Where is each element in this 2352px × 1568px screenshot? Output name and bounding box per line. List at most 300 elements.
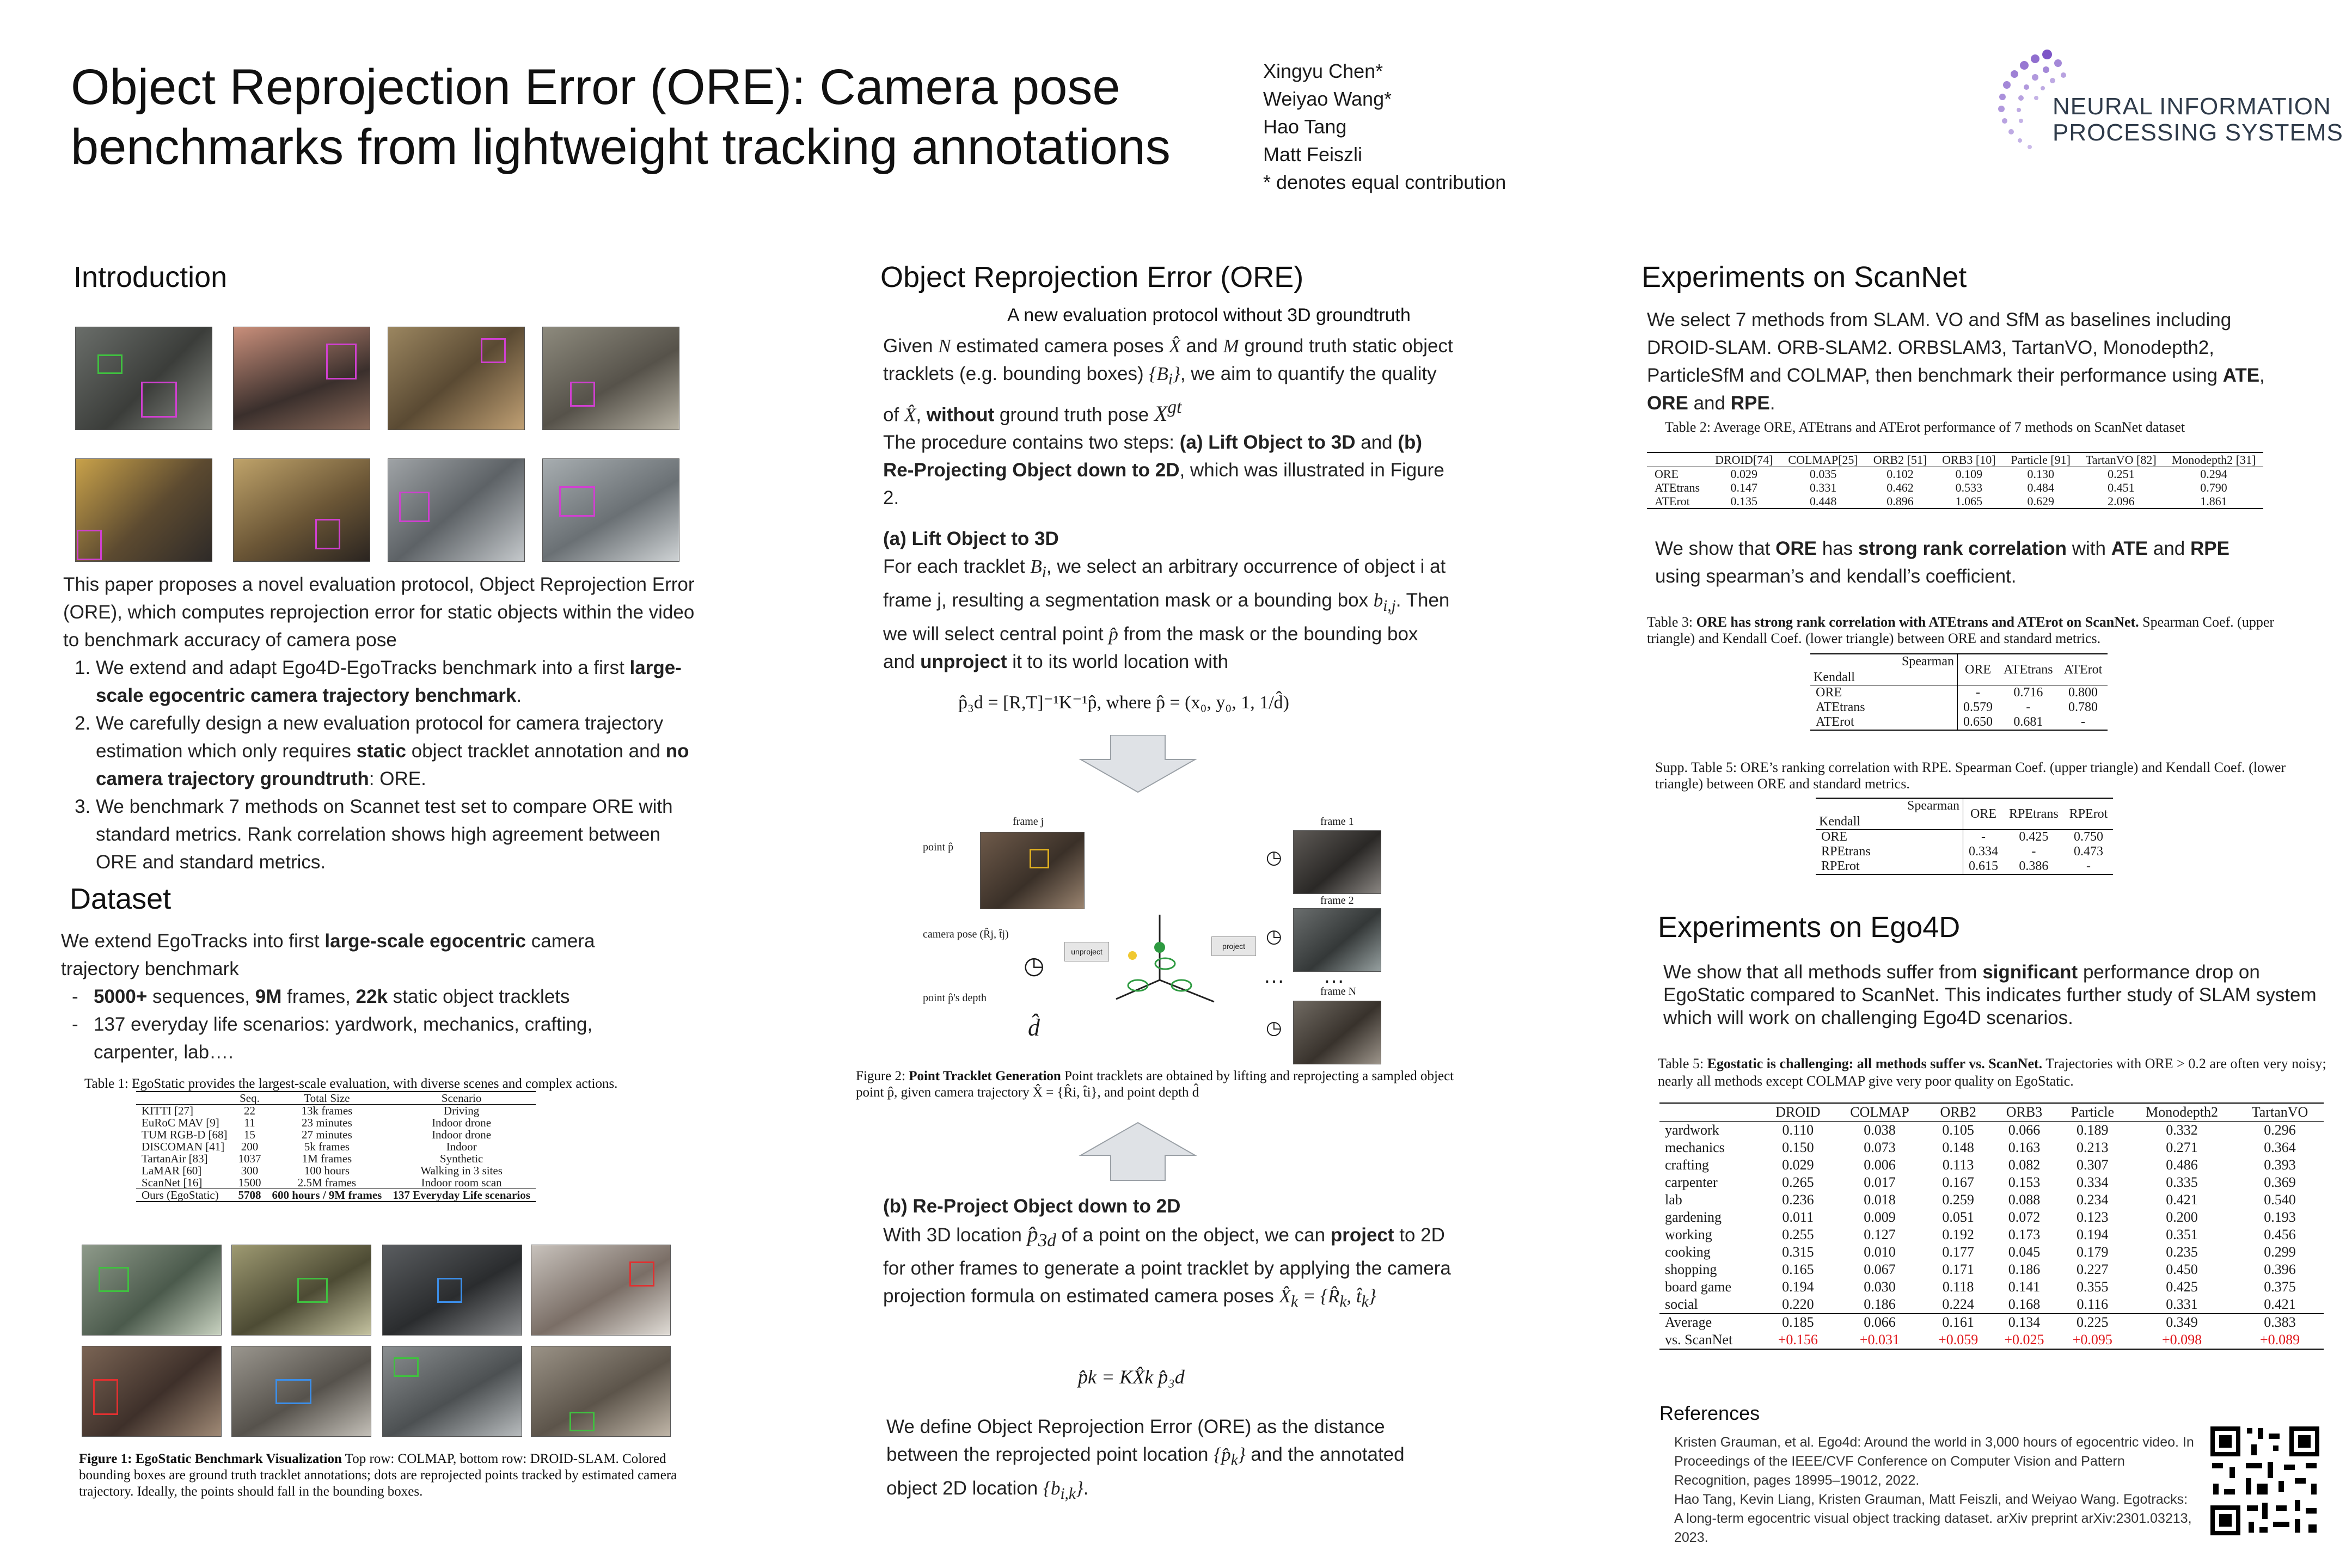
figure1-photo <box>382 1245 522 1336</box>
table-row <box>1659 1244 2324 1261</box>
figure1-photo <box>82 1346 222 1437</box>
table-header: ORB3 [10] <box>1942 453 1996 467</box>
table-cell: 13k frames <box>301 1104 353 1117</box>
table5-body <box>1659 1122 2324 1314</box>
kendall-label: Kendall <box>1819 814 1860 829</box>
table-cell: 0.123 <box>2077 1209 2109 1225</box>
text: ground truth static object tracklets (e.g. bounding boxes) <box>883 335 1453 384</box>
text: For each tracklet <box>883 556 1031 578</box>
table-cell: 0.102 <box>1886 467 1914 481</box>
table-cell: 0.486 <box>2166 1157 2198 1173</box>
qr-code-icon <box>2208 1424 2322 1538</box>
text-bold: 22k <box>356 986 388 1007</box>
equal-contribution-note: * denotes equal contribution <box>1263 171 1506 193</box>
table5 <box>1659 1102 2324 1350</box>
table-cell: 0.213 <box>2077 1140 2109 1155</box>
table-cell: 0.018 <box>1864 1192 1896 1208</box>
intro-photo <box>75 458 212 562</box>
caption-bold: Figure 1: EgoStatic Benchmark Visualization <box>79 1451 342 1466</box>
intro-photo <box>75 327 212 430</box>
table-cell: 15 <box>244 1128 255 1141</box>
diagonal-header <box>1816 798 1963 830</box>
text: to 2D for other frames to generate a point tracklet by applying the camera projection formula on estimated camera poses <box>883 1224 1451 1307</box>
item-text: We carefully design a new evaluation protocol for camera trajectory estimation which only requires <box>96 713 664 762</box>
table-cell: 2.096 <box>2108 494 2135 508</box>
table-cell: +0.095 <box>2072 1332 2112 1347</box>
text-bold: unproject <box>920 651 1007 673</box>
caption-text: Spearman Coef. (upper triangle) and Kendall Coef. (lower triangle) between ORE and standard metrics. <box>1647 614 2275 646</box>
table-cell: 0.355 <box>2077 1279 2109 1295</box>
text: and <box>1180 335 1223 357</box>
table-cell: TUM RGB-D [68] <box>142 1128 228 1141</box>
list-item <box>96 793 706 876</box>
table-cell: 0.045 <box>2008 1244 2041 1260</box>
frame-1-photo <box>1293 830 1381 894</box>
caption-text: Top row: COLMAP, bottom row: DROID-SLAM. Colored bounding boxes are ground truth tracklet annotations; dots are reprojected points tracked by estimated camera trajectory. Ideally, the points should fall in the bounding boxes. <box>79 1451 677 1499</box>
table-cell: shopping <box>1665 1261 1717 1277</box>
table-header-row <box>1810 654 2108 685</box>
coordinate-axes-icon <box>1111 904 1220 1013</box>
table-cell: 0.224 <box>1942 1296 1974 1312</box>
table-cell: 0.265 <box>1782 1174 1814 1190</box>
table-header: ATErot <box>2063 662 2103 677</box>
table-cell: 0.383 <box>2264 1314 2296 1330</box>
supp-table5-caption: Supp. Table 5: ORE’s ranking correlation with RPE. Spearman Coef. (upper triangle) and Kendall Coef. (lower triangle) between ORE and standard metrics. <box>1655 759 2286 792</box>
intro-photo <box>388 327 525 430</box>
table-cell: 0.579 <box>1963 700 1993 714</box>
table-header: ORB3 <box>2006 1104 2043 1120</box>
table-cell: 0.110 <box>1782 1122 1814 1138</box>
ore-intro-text <box>883 332 1455 676</box>
table-cell: 1500 <box>238 1176 261 1189</box>
table-row <box>1659 1261 2324 1278</box>
table-header: Scenario <box>441 1092 482 1105</box>
ego4d-paragraph <box>1663 961 2317 1030</box>
caption-text: Point tracklets are obtained by lifting and reprojecting a sampled object point p̂, given camera trajectory X̂ = {R̂i, t̂i}, and point depth d̂ <box>856 1069 1454 1100</box>
table-cell: 0.067 <box>1864 1261 1896 1277</box>
table-cell: 0.168 <box>2008 1296 2041 1312</box>
list-item <box>96 654 706 709</box>
table-cell: cooking <box>1665 1244 1711 1260</box>
table-cell: ATEtrans <box>1810 700 1958 715</box>
title-line-1: Object Reprojection Error (ORE): Camera pose <box>71 59 1120 115</box>
lift-section: (a) Lift Object to 3D For each tracklet $B_i$, we select an arbitrary occurrence of object i at frame j, resulting a segmentation mask or a bounding box $b_{i,j}$. Then we will select central point p̂ from the mask or the bounding box and unproject it to its world location with <box>883 528 1450 673</box>
list-item: - 137 everyday life scenarios: yardwork, mechanics, crafting, carpenter, lab…. <box>94 1010 676 1066</box>
table-cell: 0.189 <box>2077 1122 2109 1138</box>
table-cell: ORE <box>1655 467 1679 481</box>
text-bold: RPE <box>2190 538 2230 559</box>
author: Matt Feiszli <box>1263 143 1363 166</box>
table-cell: 0.141 <box>2008 1279 2041 1295</box>
references-heading: References <box>1659 1402 1760 1424</box>
table-cell: 0.750 <box>2074 830 2104 844</box>
table3 <box>1810 653 2108 731</box>
table-header: ORB2 <box>1940 1104 1976 1120</box>
table-cell: 0.299 <box>2264 1244 2296 1260</box>
table-cell: 5k frames <box>304 1140 350 1153</box>
text-bold: 5000+ <box>94 986 148 1007</box>
equation-project: p̂k = KX̂k p̂₃d <box>1078 1366 1185 1388</box>
table-cell: 0.185 <box>1782 1314 1814 1330</box>
text-bold: 9M <box>255 986 282 1007</box>
table-cell: 0.421 <box>2166 1192 2198 1208</box>
table-cell: 0.335 <box>2166 1174 2198 1190</box>
table-cell: 0.315 <box>1782 1244 1814 1260</box>
table-cell: +0.031 <box>1859 1332 1900 1347</box>
table-cell: 0.896 <box>1886 494 1914 508</box>
text: We extend EgoTracks into first <box>61 930 325 952</box>
text-bold: project <box>1330 1224 1394 1246</box>
table-row <box>1810 715 2108 730</box>
table-header: Particle [91] <box>2011 453 2071 467</box>
table-row <box>1647 481 2263 494</box>
item-text: : ORE. <box>369 768 426 789</box>
caption-text: Table 5: <box>1658 1056 1707 1071</box>
table-row <box>1810 685 2108 701</box>
table-header <box>1659 1103 1762 1122</box>
table-cell: - <box>1976 685 1980 700</box>
caption-text: Figure 2: <box>856 1069 909 1083</box>
table-cell: 11 <box>244 1116 255 1129</box>
table-cell: 0.186 <box>2008 1261 2041 1277</box>
table-cell: Walking in 3 sites <box>420 1164 503 1177</box>
table-cell: 0.088 <box>2008 1192 2041 1208</box>
table-header: DROID <box>1775 1104 1821 1120</box>
table-cell: Driving <box>443 1104 480 1117</box>
table-header: ORE <box>1965 662 1991 677</box>
table-cell: +0.025 <box>2004 1332 2044 1347</box>
reproject-section: (b) Re-Project Object down to 2D With 3D location $p̂_{3d}$ of a point on the object, we can project to 2D for other frames to generate a point tracklet by applying the camera projection formula on estimated camera poses $X̂_k$ = {$R̂_k$, $t̂_k$} <box>883 1196 1451 1310</box>
figure1-photo <box>231 1346 371 1437</box>
frame-2-label: frame 2 <box>1320 895 1354 906</box>
table-header <box>136 1092 233 1105</box>
table-cell: Ours (EgoStatic) <box>142 1189 219 1202</box>
table-cell: 0.109 <box>1955 467 1983 481</box>
text: sequences, <box>147 986 255 1007</box>
table-row <box>136 1189 536 1202</box>
table3-caption <box>1647 614 2322 647</box>
table-cell: Average <box>1665 1314 1712 1330</box>
table-cell: 0.716 <box>2013 685 2043 700</box>
table-cell: 0.073 <box>1864 1140 1896 1155</box>
table-cell: 0.448 <box>1809 494 1837 508</box>
text: We show that <box>1655 538 1776 559</box>
text: and the annotated object 2D location <box>886 1444 1405 1499</box>
table-cell: Indoor drone <box>432 1116 492 1129</box>
ore-paragraph: Given N estimated camera poses X̂ and M ground truth static object tracklets (e.g. bounding boxes) $\{B_i\}$, we aim to quantify the quality of X̂, without ground truth pose $X^{gt}$ <box>883 335 1453 426</box>
ore-procedure <box>883 428 1455 512</box>
table-cell: 0.173 <box>2008 1227 2041 1242</box>
dataset-paragraph <box>61 927 676 983</box>
table-header: ORE <box>1970 806 1996 821</box>
diagonal-header <box>1810 654 1958 685</box>
ellipsis-left: … <box>1263 964 1285 988</box>
table-cell: gardening <box>1665 1209 1722 1225</box>
table-cell: 0.259 <box>1942 1192 1974 1208</box>
text: , <box>2259 365 2265 386</box>
figure1-photo <box>82 1245 222 1336</box>
table-header: Particle <box>2071 1104 2115 1120</box>
reference-item: Hao Tang, Kevin Liang, Kristen Grauman, Matt Feiszli, and Weiyao Wang. Egotracks: A long-term egocentric visual object tracking dataset. arXiv preprint arXiv:2301.03213, 2023. <box>1674 1492 2192 1545</box>
table-header: TartanVO <box>2251 1104 2308 1120</box>
table-cell: 27 minutes <box>302 1128 352 1141</box>
text: We show that all methods suffer from <box>1663 961 1983 983</box>
table-cell: 0.334 <box>1969 844 1998 859</box>
table-cell: 0.364 <box>2264 1140 2296 1155</box>
supp-table5 <box>1816 798 2113 875</box>
text: With 3D location <box>883 1224 1027 1246</box>
logo-line-2: PROCESSING SYSTEMS <box>2053 119 2343 146</box>
down-arrow-icon <box>1078 735 1198 795</box>
caption-text: Trajectories with ORE > 0.2 are often very noisy; nearly all methods except COLMAP give very poor quality on EgoStatic. <box>1658 1056 2326 1089</box>
table-cell: 0.425 <box>2166 1279 2198 1295</box>
item-bold: large-scale egocentric camera trajectory benchmark <box>96 657 682 706</box>
table-cell: 0.331 <box>2166 1296 2198 1312</box>
project-label: project <box>1222 942 1246 951</box>
list-item <box>94 983 676 1010</box>
table-cell: 0.010 <box>1864 1244 1896 1260</box>
table-cell: 0.066 <box>2008 1122 2041 1138</box>
table-header: TartanVO [82] <box>2085 453 2157 467</box>
camera-icon: ◷ <box>1266 1018 1282 1038</box>
equation-unproject: p̂₃d = [R,T]⁻¹K⁻¹p̂, where p̂ = (x₀, y₀, 1, 1/d̂) <box>958 693 1289 713</box>
text: ground truth pose <box>994 404 1154 426</box>
table-cell: TartanAir [83] <box>142 1152 208 1165</box>
table-row <box>1647 494 2263 509</box>
dataset-bullets <box>61 983 676 1066</box>
table-row <box>1816 859 2113 874</box>
text: has <box>1817 538 1858 559</box>
text-bold: RPE <box>1730 393 1770 414</box>
intro-paragraph: This paper proposes a novel evaluation protocol, Object Reprojection Error (ORE), which computes reprojection error for static objects within the video to benchmark accuracy of camera pose <box>63 574 695 651</box>
table-row <box>1647 467 2263 481</box>
table-cell: 0.030 <box>1864 1279 1896 1295</box>
table-cell: LaMAR [60] <box>142 1164 202 1177</box>
camera-pose-label: camera pose (R̂j, t̂j) <box>923 928 1009 940</box>
text-bold: ATE <box>2111 538 2148 559</box>
table-cell: 0.134 <box>2008 1314 2041 1330</box>
table-cell: 0.650 <box>1963 715 1993 729</box>
author-list <box>1263 57 1506 196</box>
table-row <box>1816 830 2113 845</box>
table-cell: +0.089 <box>2259 1332 2300 1347</box>
table-header: Monodepth2 <box>2146 1104 2218 1120</box>
table-cell: - <box>2086 859 2091 873</box>
list-item <box>96 709 706 793</box>
table-cell: crafting <box>1665 1157 1709 1173</box>
table-row <box>1659 1174 2324 1191</box>
table-cell: Indoor room scan <box>421 1176 502 1189</box>
table-cell: 0.396 <box>2264 1261 2296 1277</box>
table-cell: ORE <box>1816 830 1963 845</box>
table-header-row <box>1647 452 2263 467</box>
table-cell: 0.118 <box>1942 1279 1974 1295</box>
table-row <box>1659 1226 2324 1244</box>
table-cell: 0.011 <box>1782 1209 1814 1225</box>
table-row <box>136 1117 536 1129</box>
text: , we select an arbitrary occurrence of object i at frame j, resulting a segmentation mask or a bounding box <box>883 556 1446 611</box>
table-cell: 0.161 <box>1942 1314 1974 1330</box>
table-cell: working <box>1665 1227 1712 1242</box>
table-cell: 0.165 <box>1782 1261 1814 1277</box>
table-cell: 0.421 <box>2264 1296 2296 1312</box>
table-cell: 0.425 <box>2019 830 2049 844</box>
table-cell: 1037 <box>238 1152 261 1165</box>
table-cell: 0.192 <box>1942 1227 1974 1242</box>
kendall-label: Kendall <box>1814 670 1855 684</box>
table-cell: 0.332 <box>2166 1122 2198 1138</box>
table-cell: lab <box>1665 1192 1682 1208</box>
text: static object tracklets <box>387 986 570 1007</box>
unproject-label: unproject <box>1071 947 1102 956</box>
camera-icon: ◷ <box>1266 926 1282 947</box>
table-cell: 0.220 <box>1782 1296 1814 1312</box>
item-text: We benchmark 7 methods on Scannet test set to compare ORE with standard metrics. Rank correlation shows high agreement between ORE and standard metrics. <box>96 796 673 873</box>
table-cell: 0.349 <box>2166 1314 2198 1330</box>
text: The procedure contains two steps: <box>883 432 1180 454</box>
table-cell: 0.334 <box>2077 1174 2109 1190</box>
caption-bold: Point Tracklet Generation <box>909 1069 1061 1083</box>
table-header: COLMAP[25] <box>1788 453 1858 467</box>
table-row <box>1810 700 2108 715</box>
table-cell: - <box>2031 844 2036 859</box>
table-cell: 0.236 <box>1782 1192 1814 1208</box>
table-cell: EuRoC MAV [9] <box>142 1116 219 1129</box>
table-cell: 0.451 <box>2108 481 2135 494</box>
table-cell: 0.450 <box>2166 1261 2198 1277</box>
contribution-list <box>63 654 706 876</box>
table-cell: 0.179 <box>2077 1244 2109 1260</box>
table-row <box>136 1177 536 1189</box>
table-cell: +0.059 <box>1938 1332 1979 1347</box>
author: Weiyao Wang* <box>1263 88 1392 110</box>
intro-text <box>63 571 706 876</box>
table-row <box>136 1165 536 1177</box>
table-cell: 0.038 <box>1864 1122 1896 1138</box>
text: of a point on the object, we can <box>1056 1224 1331 1246</box>
intro-photo <box>233 458 370 562</box>
table2 <box>1647 452 2263 509</box>
item-text: . <box>516 685 522 706</box>
text: We define Object Reprojection Error (ORE) as the distance between the reprojected point location <box>886 1416 1385 1465</box>
table-cell: 0.271 <box>2166 1140 2198 1155</box>
figure1-photo <box>231 1245 371 1336</box>
text: . <box>1769 393 1775 414</box>
table-cell: 0.029 <box>1782 1157 1814 1173</box>
dataset-heading: Dataset <box>70 883 171 915</box>
caption-text: Table 3: <box>1647 614 1696 630</box>
table-cell: 0.006 <box>1864 1157 1896 1173</box>
text: performance drop on EgoStatic compared to ScanNet. This indicates further study of SLAM system which will work on challenging Ego4D scenarios. <box>1663 961 2317 1028</box>
table-cell: 0.386 <box>2019 859 2049 873</box>
table-cell: 0.148 <box>1942 1140 1974 1155</box>
table-cell: 0.171 <box>1942 1261 1974 1277</box>
table1 <box>136 1091 536 1202</box>
frame-2-photo <box>1293 908 1381 972</box>
table-row <box>136 1153 536 1165</box>
unproject-arrow <box>1064 942 1109 961</box>
table-cell: 0.615 <box>1969 859 1998 873</box>
item-text: We extend and adapt Ego4D-EgoTracks benchmark into a first <box>96 657 630 678</box>
table-cell: Synthetic <box>439 1152 483 1165</box>
table-cell: ORE <box>1810 685 1958 701</box>
table-header: RPErot <box>2069 806 2108 821</box>
text: Given <box>883 335 939 357</box>
lift-heading: (a) Lift Object to 3D <box>883 528 1059 550</box>
table-header: Monodepth2 [31] <box>2171 453 2256 467</box>
table-cell: 0.227 <box>2077 1261 2109 1277</box>
table-row <box>136 1129 536 1141</box>
reproject-heading: (b) Re-Project Object down to 2D <box>883 1196 1181 1217</box>
text: from the mask or the bounding box and <box>883 623 1418 673</box>
table-row <box>1659 1331 2324 1349</box>
table-header-row <box>1816 798 2113 830</box>
ore-subheading: A new evaluation protocol without 3D groundtruth <box>1007 305 1411 326</box>
table-header: ORB2 [51] <box>1873 453 1927 467</box>
table-cell: ATErot <box>1655 494 1690 508</box>
text: with <box>2067 538 2111 559</box>
text: using spearman’s and kendall’s coefficient. <box>1655 566 2017 587</box>
table-cell: 0.163 <box>2008 1140 2041 1155</box>
text-bold: ATE <box>2222 365 2260 386</box>
ore-heading: Object Reprojection Error (ORE) <box>880 261 1304 293</box>
table-cell: 0.153 <box>2008 1174 2041 1190</box>
table-cell: 0.296 <box>2264 1122 2296 1138</box>
table-cell: 0.473 <box>2074 844 2104 859</box>
spearman-label: Spearman <box>1902 654 1954 669</box>
figure1-photo <box>382 1346 522 1437</box>
table-row <box>1659 1296 2324 1314</box>
table-cell: 137 Everyday Life scenarios <box>393 1189 530 1202</box>
table-cell: 0.127 <box>1864 1227 1896 1242</box>
table-cell: KITTI [27] <box>142 1104 194 1117</box>
frame-j-photo <box>980 832 1085 909</box>
table-cell: board game <box>1665 1279 1732 1295</box>
scannet-paragraph <box>1647 306 2289 417</box>
table-header <box>1647 452 1707 467</box>
table-cell: social <box>1665 1296 1698 1312</box>
table-cell: 0.369 <box>2264 1174 2296 1190</box>
table-cell: 0.331 <box>1809 481 1837 494</box>
table-header: ATEtrans <box>2004 662 2053 677</box>
text-bold: ORE <box>1775 538 1817 559</box>
caption-bold: Egostatic is challenging: all methods suffer vs. ScanNet. <box>1707 1056 2043 1071</box>
text: We select 7 methods from SLAM. VO and SfM as baselines including DROID-SLAM. ORB-SLAM2. ORBSLAM3, TartanVO, Monodepth2, ParticleSfM and COLMAP, then benchmark their performance using <box>1647 309 2232 386</box>
table-cell: 100 hours <box>304 1164 350 1177</box>
table-cell: 600 hours / 9M frames <box>272 1189 382 1202</box>
text: and <box>2148 538 2190 559</box>
item-bold: static <box>356 740 406 762</box>
table-row <box>1659 1191 2324 1209</box>
table1-caption: Table 1: EgoStatic provides the largest-scale evaluation, with diverse scenes and complex actions. <box>84 1076 618 1091</box>
dhat-symbol: d̂ <box>1028 1014 1040 1041</box>
table-cell: 1M frames <box>302 1152 352 1165</box>
ego4d-heading: Experiments on Ego4D <box>1658 911 1961 944</box>
poster-title <box>71 57 1214 177</box>
table-cell: RPErot <box>1816 859 1963 874</box>
text: camera trajectory benchmark <box>61 930 595 979</box>
figure1-caption <box>79 1451 689 1500</box>
table-header-row <box>1659 1103 2324 1122</box>
table-row <box>136 1141 536 1153</box>
text-bold: without <box>926 404 995 426</box>
table-cell: 0.167 <box>1942 1174 1974 1190</box>
figure1-photo <box>531 1245 671 1336</box>
table-cell: 0.307 <box>2077 1157 2109 1173</box>
table-row <box>1659 1209 2324 1226</box>
figure2-caption <box>856 1068 1460 1101</box>
table-row <box>1659 1156 2324 1174</box>
